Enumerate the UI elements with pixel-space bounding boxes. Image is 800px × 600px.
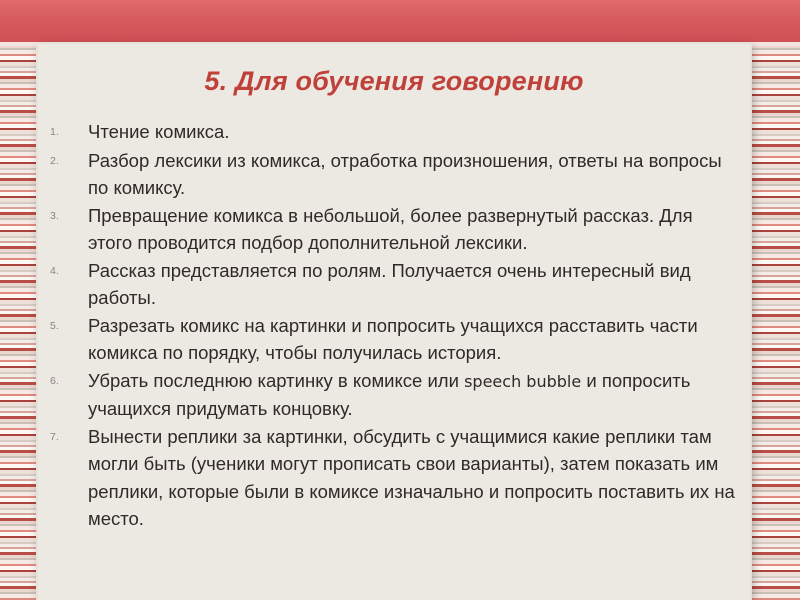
list-item-number: 7.: [50, 430, 59, 443]
list-item-text: [88, 367, 740, 423]
top-decorative-band: [0, 0, 800, 46]
list-item-number: 2.: [50, 154, 59, 167]
speech-bubble-phrase: speech bubble: [464, 371, 582, 391]
list-item-text: Разрезать комикс на картинки и попросить учащихся расставить части комикса по порядку, чтобы получилась история.: [88, 314, 698, 363]
list-item-text: Превращение комикса в небольшой, более развернутый рассказ. Для этого проводится подбор дополнительной лексики.: [88, 204, 693, 253]
list-item-3: [50, 202, 740, 257]
slide-card: [38, 44, 750, 600]
list-item-number: 4.: [50, 264, 59, 277]
list-item-4: [50, 257, 740, 312]
list-item-text: Рассказ представляется по ролям. Получается очень интересный вид работы.: [88, 259, 691, 308]
list-item-7: [50, 423, 740, 533]
list-item-1: [50, 118, 740, 147]
list-item-text-end: и попросить учащихся придумать концовку.: [88, 369, 691, 419]
list-item-text: Чтение комикса.: [88, 121, 230, 142]
slide-title: 5. Для обучения говорению: [204, 66, 584, 96]
list-item-number: 6.: [50, 374, 59, 387]
list-item-number: 5.: [50, 319, 59, 332]
list-item-2: [50, 147, 740, 202]
list-item-text-start: Убрать последнюю картинку в комиксе или: [88, 369, 465, 391]
numbered-list: [50, 118, 740, 533]
list-item-number: 3.: [50, 209, 59, 222]
list-item-number: 1.: [50, 126, 59, 138]
list-item-5: [50, 312, 740, 367]
list-item-text: Разбор лексики из комикса, отработка произношения, ответы на вопросы по комиксу.: [88, 149, 722, 198]
list-item-6: [50, 367, 740, 423]
list-item-text: Вынести реплики за картинки, обсудить с учащимися какие реплики там могли быть (ученики могут прописать свои варианты), затем показать им реплики, которые были в комиксе изначально и попросить поставить их на место.: [88, 425, 735, 529]
